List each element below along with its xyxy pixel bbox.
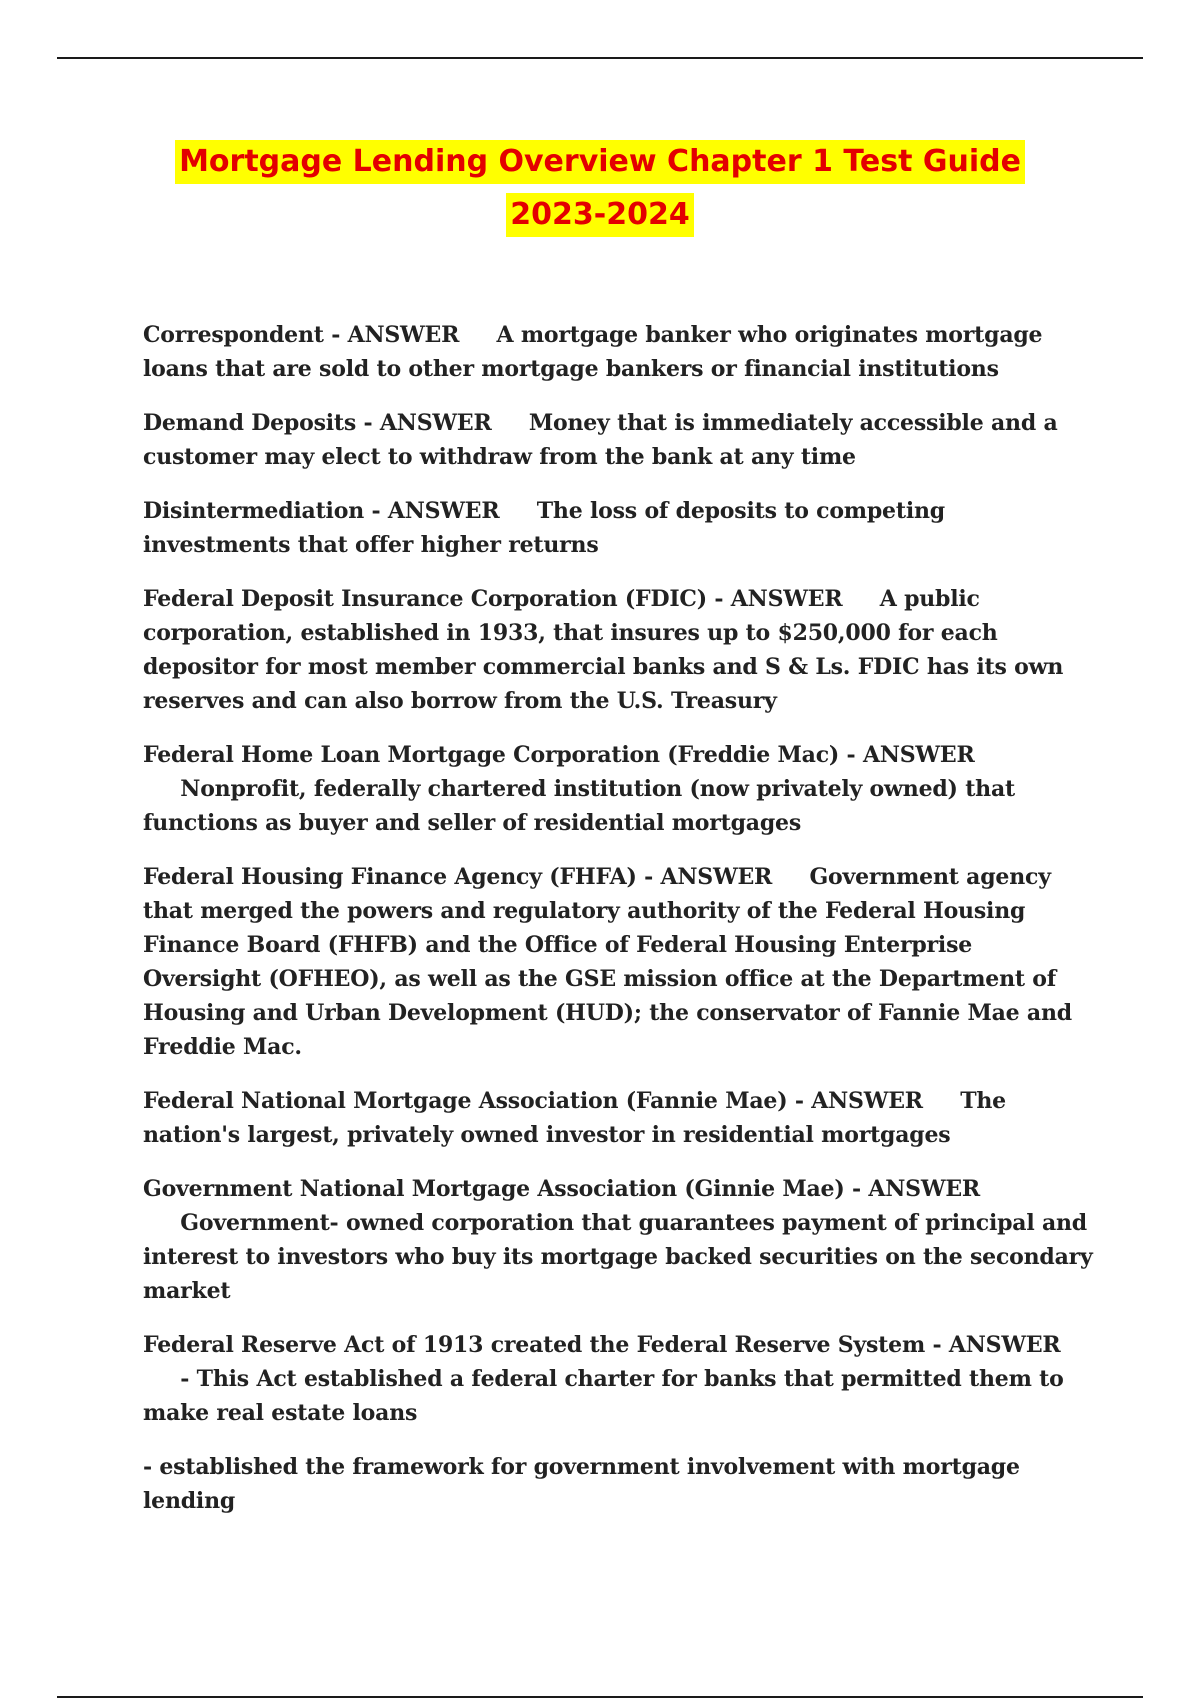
- entry-definition: Money that is immediately accessible and a customer may elect to withdraw from the bank at any time: [143, 410, 1058, 470]
- entry-demand-deposits: [143, 406, 1093, 474]
- entry-term: Federal Reserve Act of 1913 created the Federal Reserve System - ANSWER: [143, 1332, 1061, 1358]
- top-rule: [57, 57, 1143, 59]
- entry-freddie-mac: [143, 738, 1093, 840]
- entry-definition: A public corporation, established in 1933, that insures up to $250,000 for each depositor for most member commercial banks and S & Ls. FDIC has its own reserves and can also borrow from the U.S. Treasury: [143, 586, 1064, 714]
- entry-term: Federal Home Loan Mortgage Corporation (Freddie Mac) - ANSWER: [143, 742, 975, 768]
- entry-list: [143, 318, 1093, 1538]
- entry-ginnie-mae: [143, 1172, 1093, 1308]
- entry-disintermediation: [143, 494, 1093, 562]
- entry-term: Correspondent - ANSWER: [143, 322, 460, 348]
- entry-fannie-mae: [143, 1084, 1093, 1152]
- entry-definition: The nation's largest, privately owned investor in residential mortgages: [143, 1088, 1006, 1148]
- entry-definition: Government- owned corporation that guarantees payment of principal and interest to investors who buy its mortgage backed securities on the secondary market: [143, 1210, 1093, 1304]
- entry-term: Federal National Mortgage Association (Fannie Mae) - ANSWER: [143, 1088, 923, 1114]
- entry-term: Government National Mortgage Association (Ginnie Mae) - ANSWER: [143, 1176, 981, 1202]
- entry-definition: Government agency that merged the powers and regulatory authority of the Federal Housing Finance Board (FHFB) and the Office of Federal Housing Enterprise Oversight (OFHEO), as well as the GSE mission office at the Department of Housing and Urban Development (HUD); the conservator of Fannie Mae and Freddie Mac.: [143, 864, 1072, 1060]
- entry-term: Disintermediation - ANSWER: [143, 498, 500, 524]
- entry-term: Demand Deposits - ANSWER: [143, 410, 492, 436]
- title-line-2: 2023-2024: [506, 193, 693, 237]
- entry-definition: Nonprofit, federally chartered institution (now privately owned) that functions as buyer and seller of residential mortgages: [143, 776, 1015, 836]
- title-line-1: Mortgage Lending Overview Chapter 1 Test Guide: [175, 140, 1025, 184]
- entry-term: Federal Deposit Insurance Corporation (FDIC) - ANSWER: [143, 586, 843, 612]
- entry-correspondent: [143, 318, 1093, 386]
- entry-definition: A mortgage banker who originates mortgage loans that are sold to other mortgage bankers or financial institutions: [143, 322, 1043, 382]
- entry-term: Federal Housing Finance Agency (FHFA) - ANSWER: [143, 864, 773, 890]
- entry-fdic: [143, 582, 1093, 718]
- document-title: [0, 140, 1200, 246]
- entry-fhfa: [143, 860, 1093, 1064]
- entry-definition: The loss of deposits to competing investments that offer higher returns: [143, 498, 945, 558]
- bottom-rule: [57, 1696, 1143, 1698]
- entry-federal-reserve-act: [143, 1328, 1093, 1430]
- entry-definition: - This Act established a federal charter for banks that permitted them to make real estate loans: [143, 1366, 1064, 1426]
- trailing-line: - established the framework for government involvement with mortgage lending: [143, 1454, 1020, 1514]
